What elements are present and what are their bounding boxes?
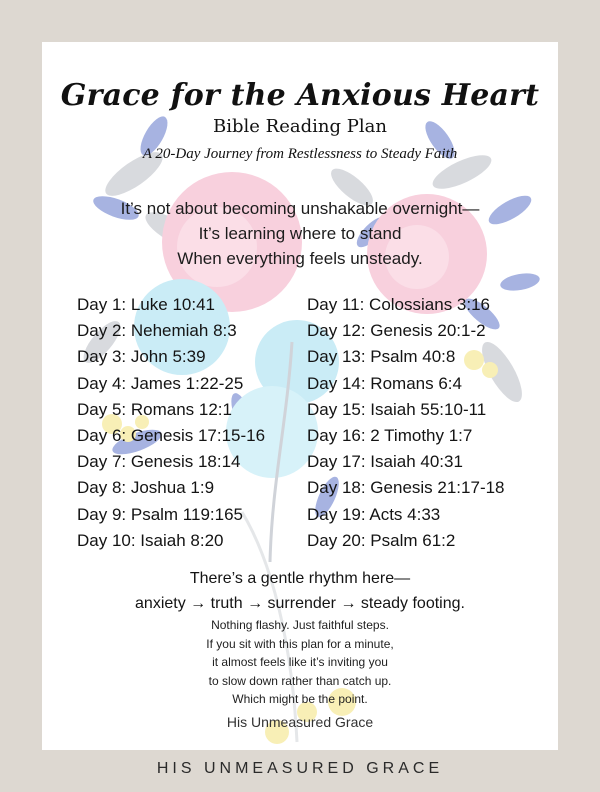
rhythm-line: anxiety → truth → surrender → steady footing.: [135, 595, 465, 612]
reading-list: [77, 292, 547, 554]
quote-line: It’s not about becoming unshakable overnight—: [120, 199, 480, 218]
closing-notes: [42, 616, 558, 709]
reading-day: Day 5: Romans 12:1: [77, 399, 232, 419]
reading-day: Day 19: Acts 4:33: [307, 504, 441, 524]
reading-day: Day 3: John 5:39: [77, 347, 206, 367]
quote-line: When everything feels unsteady.: [177, 249, 423, 268]
reading-day: Day 20: Psalm 61:2: [307, 530, 456, 550]
plan-title: Grace for the Anxious Heart: [60, 78, 540, 113]
reading-day: Day 18: Genesis 21:17-18: [307, 478, 505, 498]
reading-day: Day 13: Psalm 40:8: [307, 347, 456, 367]
quote-line: It’s learning where to stand: [198, 224, 402, 243]
signature: His Unmeasured Grace: [226, 714, 374, 730]
note-line: Which might be the point.: [232, 692, 368, 706]
rhythm-text: [42, 566, 558, 616]
card-content: [42, 42, 558, 750]
reading-day: Day 16: 2 Timothy 1:7: [307, 426, 473, 446]
plan-subtitle: Bible Reading Plan: [213, 116, 387, 137]
reading-day: Day 17: Isaiah 40:31: [307, 452, 463, 472]
reading-day: Day 4: James 1:22-25: [77, 373, 244, 393]
note-line: it almost feels like it’s inviting you: [212, 655, 388, 669]
reading-day: Day 15: Isaiah 55:10-11: [307, 399, 487, 419]
note-line: If you sit with this plan for a minute,: [206, 636, 394, 651]
plan-tagline: A 20-Day Journey from Restlessness to Steady Faith: [142, 146, 458, 162]
brand-footer: HIS UNMEASURED GRACE: [156, 760, 444, 777]
note-line: Nothing flashy. Just faithful steps.: [211, 618, 389, 632]
reading-day: Day 14: Romans 6:4: [307, 373, 462, 393]
reading-day: Day 6: Genesis 17:15-16: [77, 426, 266, 446]
reading-day: Day 12: Genesis 20:1-2: [307, 321, 486, 341]
note-line: to slow down rather than catch up.: [208, 673, 392, 688]
reading-day: Day 2: Nehemiah 8:3: [77, 321, 237, 341]
reading-day: Day 8: Joshua 1:9: [77, 478, 215, 498]
rhythm-line: There’s a gentle rhythm here—: [189, 570, 411, 587]
reading-day: Day 1: Luke 10:41: [77, 295, 215, 314]
reading-plan-card: [42, 42, 558, 750]
reading-day: Day 9: Psalm 119:165: [77, 504, 243, 524]
reading-day: Day 10: Isaiah 8:20: [77, 530, 224, 550]
reading-day: Day 7: Genesis 18:14: [77, 452, 241, 472]
intro-quote: [42, 196, 558, 271]
reading-list-right-column: [307, 292, 547, 554]
reading-day: Day 11: Colossians 3:16: [307, 295, 491, 314]
reading-list-left-column: [77, 292, 307, 554]
